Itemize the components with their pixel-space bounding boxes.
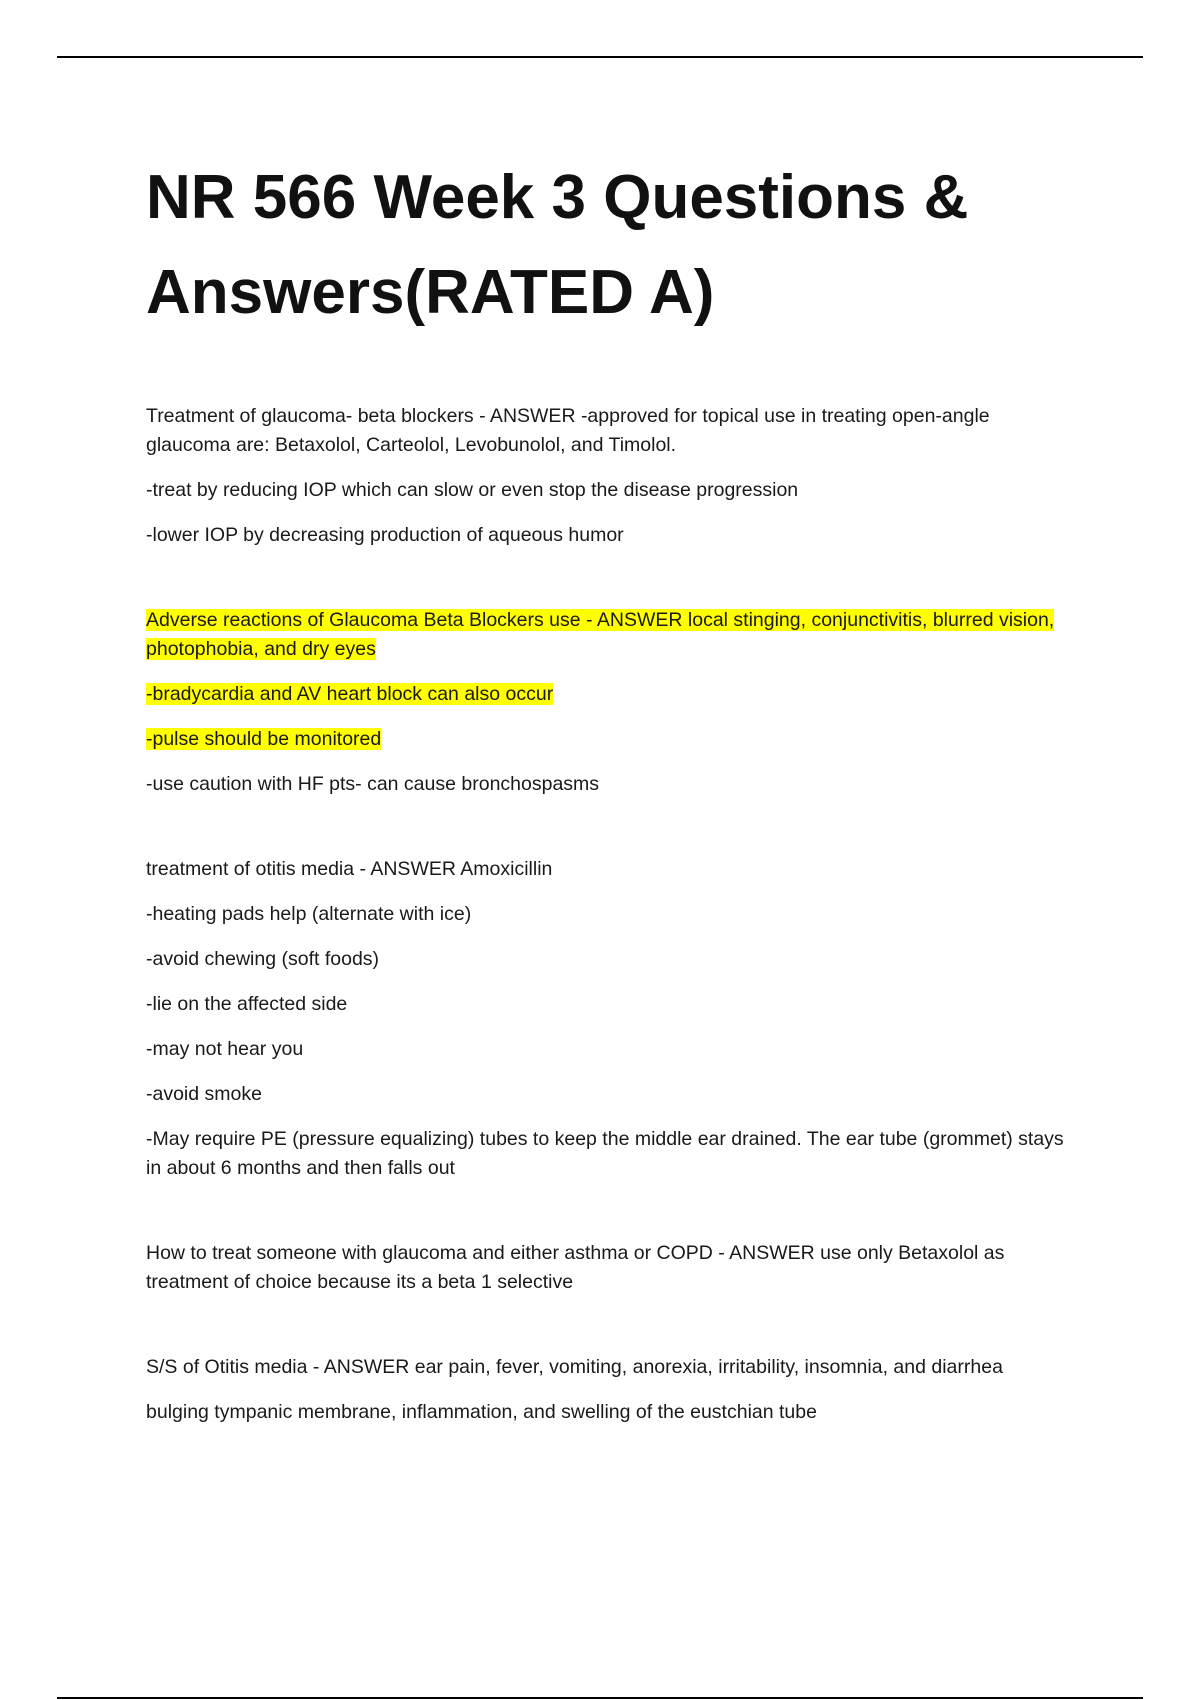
highlighted-text: Adverse reactions of Glaucoma Beta Blockers use - ANSWER local stinging, conjunctivitis, blurred vision, photophobia, and dry eyes: [146, 609, 1055, 660]
highlighted-text: -bradycardia and AV heart block can also occur: [146, 683, 554, 705]
answer-line-highlighted: [146, 725, 1066, 754]
bottom-rule: [57, 1697, 1143, 1699]
highlighted-text: -pulse should be monitored: [146, 728, 382, 750]
qa-adverse-reactions: [146, 606, 1066, 799]
answer-line-highlighted: [146, 680, 1066, 709]
answer-line: -May require PE (pressure equalizing) tubes to keep the middle ear drained. The ear tube (grommet) stays in about 6 months and then falls out: [146, 1128, 1064, 1179]
question-paragraph: S/S of Otitis media - ANSWER ear pain, fever, vomiting, anorexia, irritability, insomnia, and diarrhea: [146, 1356, 1003, 1378]
answer-line: -lower IOP by decreasing production of aqueous humor: [146, 524, 624, 546]
qa-glaucoma-asthma-copd: [146, 1239, 1066, 1297]
top-rule: [57, 56, 1143, 58]
document-title: NR 566 Week 3 Questions & Answers(RATED A): [146, 163, 969, 327]
answer-line: -avoid chewing (soft foods): [146, 948, 380, 970]
question-paragraph: How to treat someone with glaucoma and either asthma or COPD - ANSWER use only Betaxolol as treatment of choice because its a beta 1 selective: [146, 1242, 1005, 1293]
question-paragraph: Treatment of glaucoma- beta blockers - ANSWER -approved for topical use in treating open-angle glaucoma are: Betaxolol, Carteolol, Levobunolol, and Timolol.: [146, 405, 990, 456]
answer-line: -treat by reducing IOP which can slow or even stop the disease progression: [146, 479, 799, 501]
answer-line: -lie on the affected side: [146, 993, 348, 1015]
answer-line: -may not hear you: [146, 1038, 304, 1060]
answer-line: bulging tympanic membrane, inflammation, and swelling of the eustchian tube: [146, 1401, 817, 1423]
qa-otitis-media-symptoms: [146, 1353, 1066, 1427]
question-paragraph-highlighted: [146, 606, 1066, 664]
document-body: [146, 150, 1066, 1443]
answer-line: -use caution with HF pts- can cause bronchospasms: [146, 773, 600, 795]
qa-otitis-media-treatment: [146, 855, 1066, 1183]
question-paragraph: treatment of otitis media - ANSWER Amoxicillin: [146, 858, 553, 880]
answer-line: -heating pads help (alternate with ice): [146, 903, 472, 925]
qa-glaucoma-beta-blockers: [146, 402, 1066, 550]
answer-line: -avoid smoke: [146, 1083, 262, 1105]
